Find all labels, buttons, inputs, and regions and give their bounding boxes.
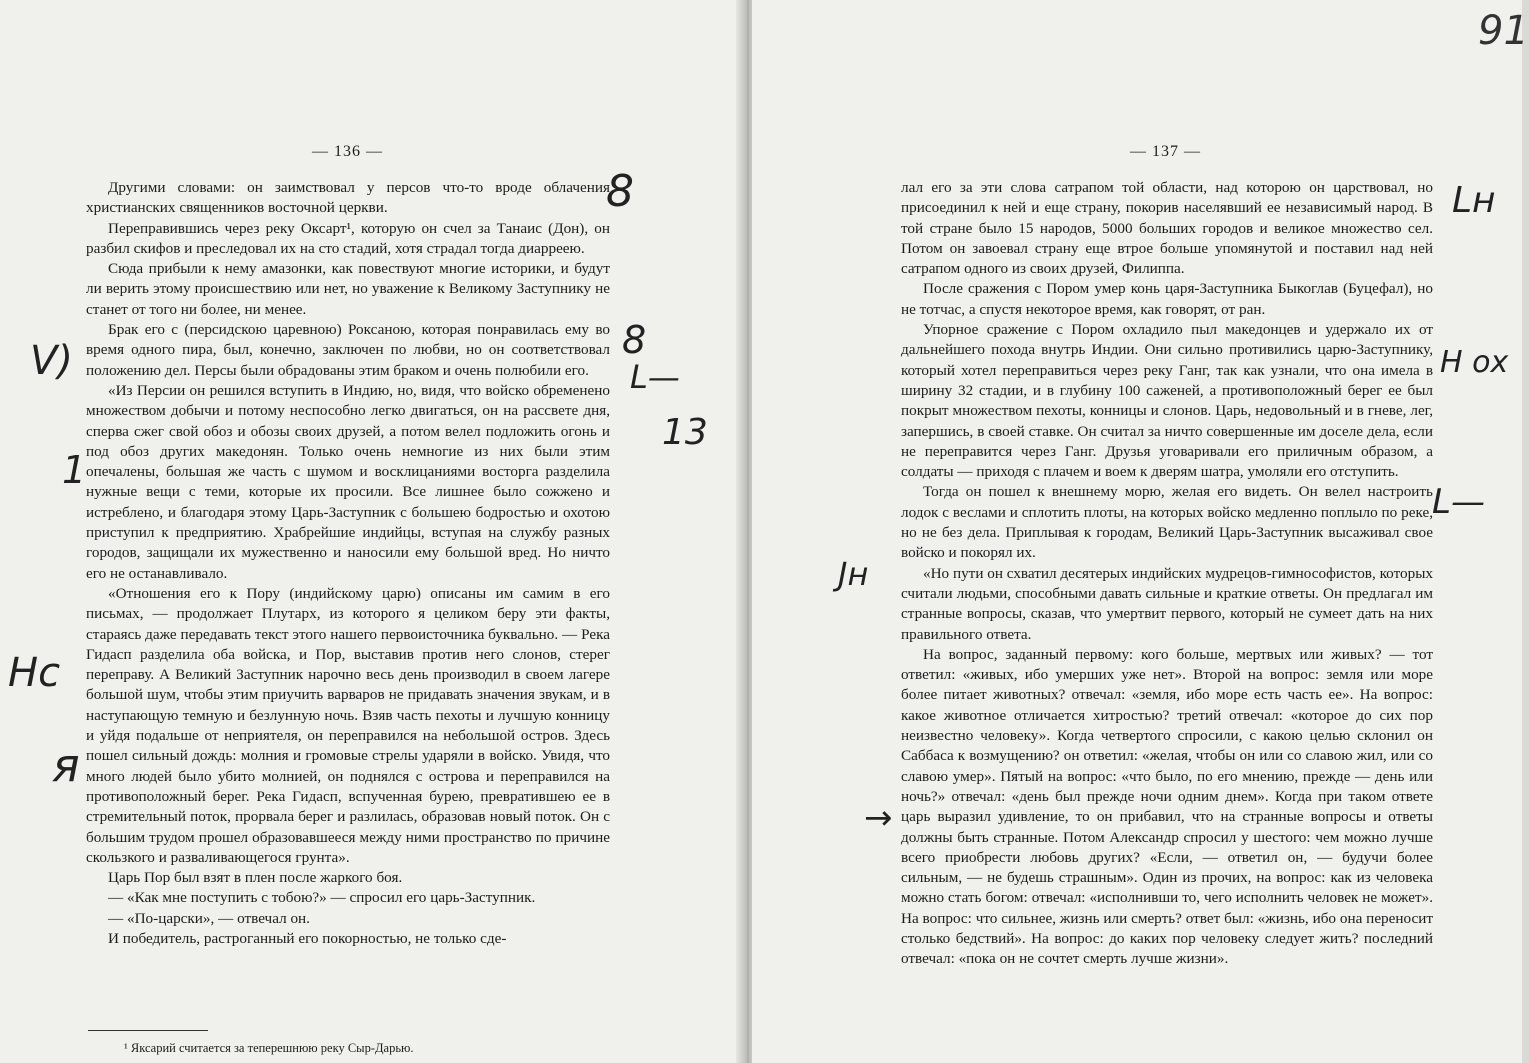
paragraph: — «По-царски», — отвечал он. — [108, 909, 310, 927]
paragraph: Тогда он пошел к внешнему морю, желая его видеть. Он велел настроить лодок с веслами и сплотить плоты, на которых войско медленно поплыло по реке, но не без дела. Приплывая к городам, Великий Царь-Заступник высаживал свое войско и покорял их. — [901, 483, 1433, 562]
paragraph: Переправившись через реку Оксарт¹, которую он счел за Танаис (Дон), он разбил скифов и преследовал их на сто стадий, хотя страдал тогда диарреею. — [86, 219, 610, 257]
footnote-rule — [88, 1030, 208, 1031]
handwritten-mark: Lн — [1452, 180, 1496, 221]
paragraph: После сражения с Пором умер конь царя-Заступника Быкоглав (Буцефал), но не тотчас, а спустя некоторое время, как говорят, от ран. — [901, 280, 1433, 318]
paragraph: Сюда прибыли к нему амазонки, как повествуют многие историки, и будут ли верить этому происшествию или нет, но уважение к Великому Заступнику не станет от того ни более, ни менее. — [86, 260, 610, 318]
handwritten-mark: 13 — [662, 412, 708, 453]
paragraph: — «Как мне поступить с тобою?» — спросил его царь-Заступник. — [108, 889, 536, 907]
paragraph: лал его за эти слова сатрапом той области, над которою он царствовал, но присоединил к ней и еще страну, покорив населявший ее независимый народ. В той стране было 15 народов, 5000 больших городов и великое множество сел. Потом он завоевал страну еще втрое больше упомянутой и поставил над ней сатрапом одного из своих друзей, Филиппа. — [901, 179, 1433, 278]
footnote: ¹ Яксарий считается за теперешнюю реку Сыр-Дарью. — [124, 1041, 414, 1055]
text-column — [86, 178, 610, 949]
paragraph: И победитель, растроганный его покорностью, не только сде- — [108, 929, 507, 947]
handwritten-mark: L— — [630, 358, 680, 396]
text-column — [901, 178, 1433, 970]
paragraph: «Но пути он схватил десятерых индийских мудрецов-гимнософистов, которых считали людьми, способными давать сильные и краткие ответы. Он предлагал им странные вопросы, сказав, что умертвит первого, который не сумеет дать на них правильного ответа. — [901, 564, 1433, 643]
paragraph: «Отношения его к Пору (индийскому царю) описаны им самим в его письмах, — продолжает Плутарх, из которого я целиком беру эти факты, стараясь даже передавать текст этого нашего первоисточника буквально. — Река Гидасп разделила оба войска, и Пор, выставив против него слонов, стерег переправу. А Великий Заступник нарочно весь день производил в своем лагере большой шум, чтобы этим приучить варваров не придавать значения звукам, и в наступающую темную и безлунную ночь. Взяв часть пехоты и лучшую конницу и уйдя подальше от неприятеля, он переправился на небольшой остров. Здесь пошел сильный дождь: молния и громовые стрелы ударяли в войско. Увидя, что много людей было убито молнией, он поднялся с острова и переправился на противоположный берег. Река Гидасп, вспученная бурею, превратившею ее в стремительный поток, прорвала берег и разлилась, образовав новый поток. Он с большим трудом прошел образовавшееся между ними пространство по причине скользкого и разваливающегося грунта». — [86, 584, 610, 866]
folio-number: 91 — [1478, 8, 1529, 54]
handwritten-mark: я — [52, 738, 80, 792]
handwritten-mark: H ох — [1440, 345, 1509, 380]
handwritten-mark: → — [864, 798, 893, 838]
paragraph: На вопрос, заданный первому: кого больше, мертвых или живых? — тот ответил: «живых, ибо умерших уже нет». Второй на вопрос: земля или море более питает животных? отвечал: «земля, ибо море есть часть ее». На вопрос: какое животное отличается хитростью? третий отвечал: «которое до сих пор неизвестно человеку». Когда четвертого спросили, с какою целью склонил он Саббаса к возмущению? он ответил: «желая, чтобы он или со славою жил, или со славою умер». Пятый на вопрос: «что было, по его мнению, прежде — день или ночь?» отвечал: «день был прежде ночи одним днем». Когда при таком ответе царь выразил удивление, то он прибавил, что на странные вопросы и ответы должны быть странные. Потом Александр спросил у шестого: чем можно лучше всего приобрести любовь других? «Если, — ответил он, — будучи более сильным, — не будешь страшным». Один из прочих, на вопрос: как из человека можно стать богом: отвечал: «исполнивши то, чего исполнить человек не может». На вопрос: что сильнее, жизнь или смерть? ответ был: «жизнь, ибо она переносит столько бедствий». На вопрос: до каких пор человеку следует жить? последний отвечал: «пока он не сочтет смерть лучше жизни». — [901, 645, 1433, 968]
handwritten-mark: L— — [1432, 482, 1485, 522]
paragraph: Упорное сражение с Пором охладило пыл македонцев и удержало их от дальнейшего похода внутрь Индии. Они сильно противились царю-Заступнику, который хотел переправиться через реку Ганг, так как узнали, что она имела в ширину 32 стадии, и в глубину 100 саженей, а противоположный берег ее был покрыт множеством пехоты, конницы и слонов. Царь, недовольный и в гневе, лег, запершись, в своей ставке. Он считал за ничто совершенные им доселе дела, если не переправится через Ганг. Друзья уговаривали его приличным образом, а солдаты — приходя с плачем и воем к дверям шатра, умоляли его отступить. — [901, 321, 1433, 481]
right-page — [752, 0, 1522, 1063]
paragraph: Царь Пор был взят в плен после жаркого боя. — [108, 869, 403, 887]
handwritten-mark: V) — [30, 338, 73, 384]
handwritten-mark: 8 — [622, 318, 647, 362]
handwritten-mark: 1 — [62, 448, 87, 492]
page-number: — 136 — — [312, 143, 383, 160]
paragraph: «Из Персии он решился вступить в Индию, но, видя, что войско обременено множеством добычи и потому неспособно легко двигаться, он на рассвете дня, сперва сжег свой обоз и обозы своих друзей, а потом велел подложить огонь и под обоз других македонян. Только очень немногие из них были этим опечалены, большая же часть с шумом и восклицаниями восторга разделила нужные вещи с теми, которые их просили. Все лишнее было сожжено и истреблено, и благодаря этому Царь-Заступник с большею бодростью и охотою приступил к предприятию. Храбрейшие индийцы, вступая на службу разных городов, защищали их мужественно и наносили ему большой вред. Но ничто его не останавливало. — [86, 381, 610, 582]
left-page — [0, 0, 744, 1063]
handwritten-mark: 8 — [606, 166, 634, 217]
paragraph: Брак его с (персидскою царевною) Роксаною, которая понравилась ему во время одного пира, был, конечно, заключен по любви, но он соответствовал положению дел. Персы были обрадованы этим браком и очень полюбили его. — [86, 321, 610, 379]
handwritten-mark: Hc — [8, 650, 61, 696]
paragraph: Другими словами: он заимствовал у персов что-то вроде облачения христианских священников восточной церкви. — [86, 179, 610, 217]
handwritten-mark: Jн — [838, 555, 869, 593]
page-number: — 137 — — [1130, 143, 1201, 160]
